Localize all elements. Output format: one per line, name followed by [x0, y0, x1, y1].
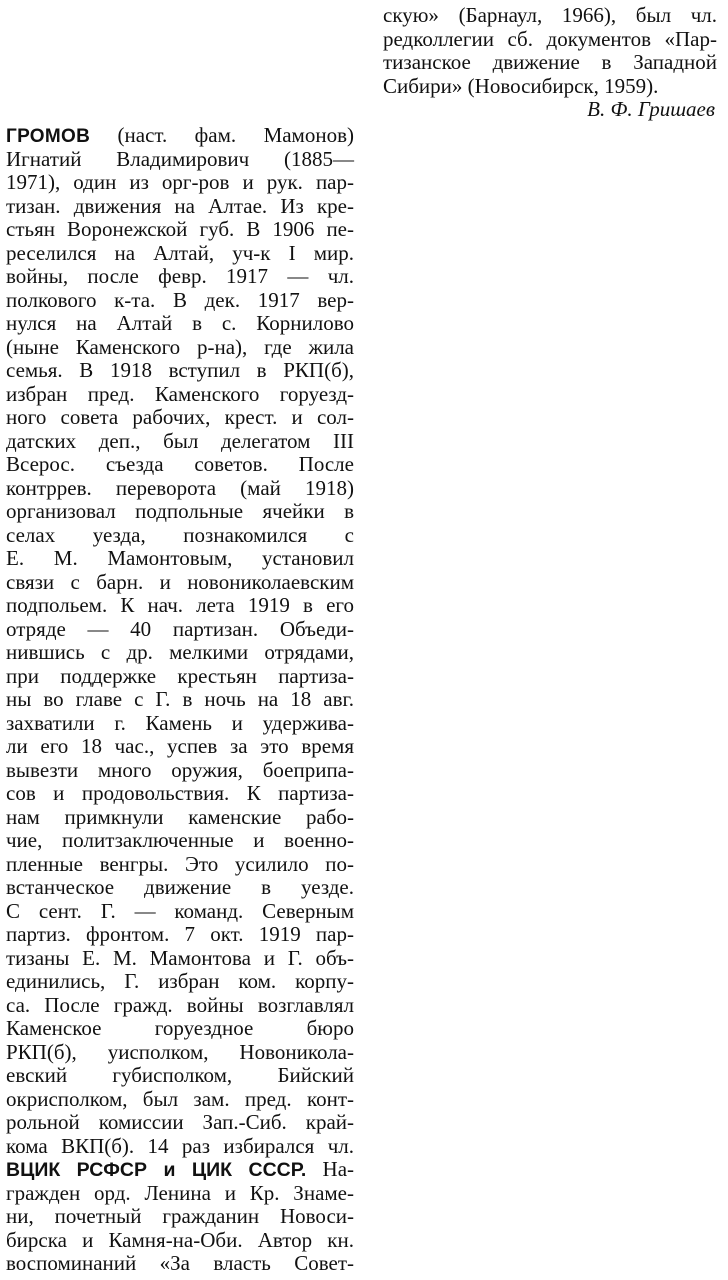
text-fragment: (наст. фам. Мамонов) — [117, 123, 354, 147]
article-body — [6, 148, 354, 1159]
article-tail — [6, 1182, 354, 1276]
text-fragment: На- — [322, 1157, 355, 1181]
text-line: ного совета рабочих, крест. и сол- — [6, 405, 354, 429]
text-line: захватили г. Камень и удержива- — [6, 710, 354, 735]
text-line: Сибири» (Новосибирск, 1959). — [383, 73, 659, 98]
text-line: воспоминаний «За власть Совет- — [6, 1251, 354, 1275]
bold-fragment: ВЦИК РСФСР и ЦИК СССР. — [6, 1159, 307, 1181]
text-line: при поддержке крестьян партиза- — [6, 663, 354, 688]
text-line: чие, политзаключенные и военно- — [6, 828, 354, 852]
text-line: сов и продовольствия. К партиза- — [6, 781, 354, 805]
text-line: тизан. движения на Алтае. Из кре- — [6, 193, 354, 218]
continuation-column — [383, 4, 717, 122]
text-line: 1971), один из орг-ров и рук. пар- — [6, 170, 354, 194]
text-line: рольной комиссии Зап.-Сиб. край- — [6, 1110, 354, 1134]
text-line: пленные венгры. Это усилило по- — [6, 851, 354, 876]
text-line: избран пред. Каменского горуезд- — [6, 381, 354, 406]
text-line: ли его 18 час., успев за это время — [6, 734, 354, 758]
text-line: нам примкнули каменские рабо- — [6, 804, 354, 829]
text-line: встанческое движение в уезде. — [6, 875, 354, 899]
text-line: отряде — 40 партизан. Объеди- — [6, 616, 354, 641]
text-line: бирска и Камня-на-Оби. Автор кн. — [6, 1227, 354, 1252]
text-line: (ныне Каменского р-на), где жила — [6, 334, 354, 359]
text-line: тизаны Е. М. Мамонтова и Г. объ- — [6, 945, 354, 970]
text-line: партиз. фронтом. 7 окт. 1919 пар- — [6, 922, 354, 946]
text-line: Игнатий Владимирович (1885— — [6, 146, 354, 171]
article-bold-line — [6, 1158, 354, 1182]
text-line: са. После гражд. войны возглавлял — [6, 992, 354, 1017]
text-line: гражден орд. Ленина и Кр. Знаме- — [6, 1180, 354, 1205]
text-line: стьян Воронежской губ. В 1906 пе- — [6, 217, 354, 241]
text-line: Е. М. Мамонтовым, установил — [6, 546, 354, 570]
article-first-line — [6, 124, 354, 148]
text-line: селах уезда, познакомился с — [6, 522, 354, 547]
text-line: ни, почетный гражданин Новоси- — [6, 1204, 354, 1228]
text-line: датских деп., был делегатом III — [6, 428, 354, 453]
headword: ГРОМОВ — [6, 126, 91, 147]
text-line: кома ВКП(б). 14 раз избирался чл. — [6, 1133, 354, 1158]
text-line: Каменское горуездное бюро — [6, 1016, 354, 1040]
text-line: ны во главе с Г. в ночь на 18 авг. — [6, 687, 354, 711]
text-line: подпольем. К нач. лета 1919 в его — [6, 593, 354, 617]
text-line: единились, Г. избран ком. корпу- — [6, 969, 354, 993]
text-line: нулся на Алтай в с. Корнилово — [6, 311, 354, 335]
text-line: полкового к-та. В дек. 1917 вер- — [6, 287, 354, 312]
text-line: контррев. переворота (май 1918) — [6, 475, 354, 500]
text-line: редколлегии сб. документов «Пар- — [383, 26, 717, 51]
text-line: организовал подпольные ячейки в — [6, 499, 354, 523]
text-line: войны, после февр. 1917 — чл. — [6, 264, 354, 288]
text-line: скую» (Барнаул, 1966), был чл. — [383, 3, 717, 27]
author-signature: В. Ф. Гришаев — [587, 97, 715, 121]
text-line: тизанское движение в Западной — [383, 50, 717, 74]
text-line: семья. В 1918 вступил в РКП(б), — [6, 358, 354, 382]
text-line: евский губисполком, Бийский — [6, 1063, 354, 1087]
text-line: связи с барн. и новониколаевским — [6, 569, 354, 594]
text-line: окрисполком, был зам. пред. конт- — [6, 1086, 354, 1111]
text-line: вывезти много оружия, боеприпа- — [6, 757, 354, 782]
text-line: РКП(б), уисполком, Новоникола- — [6, 1039, 354, 1064]
text-line: нившись с др. мелкими отрядами, — [6, 640, 354, 664]
article-column — [6, 124, 354, 1276]
text-line: реселился на Алтай, уч-к I мир. — [6, 240, 354, 265]
text-line: С сент. Г. — команд. Северным — [6, 898, 354, 923]
text-line: Всерос. съезда советов. После — [6, 452, 354, 476]
